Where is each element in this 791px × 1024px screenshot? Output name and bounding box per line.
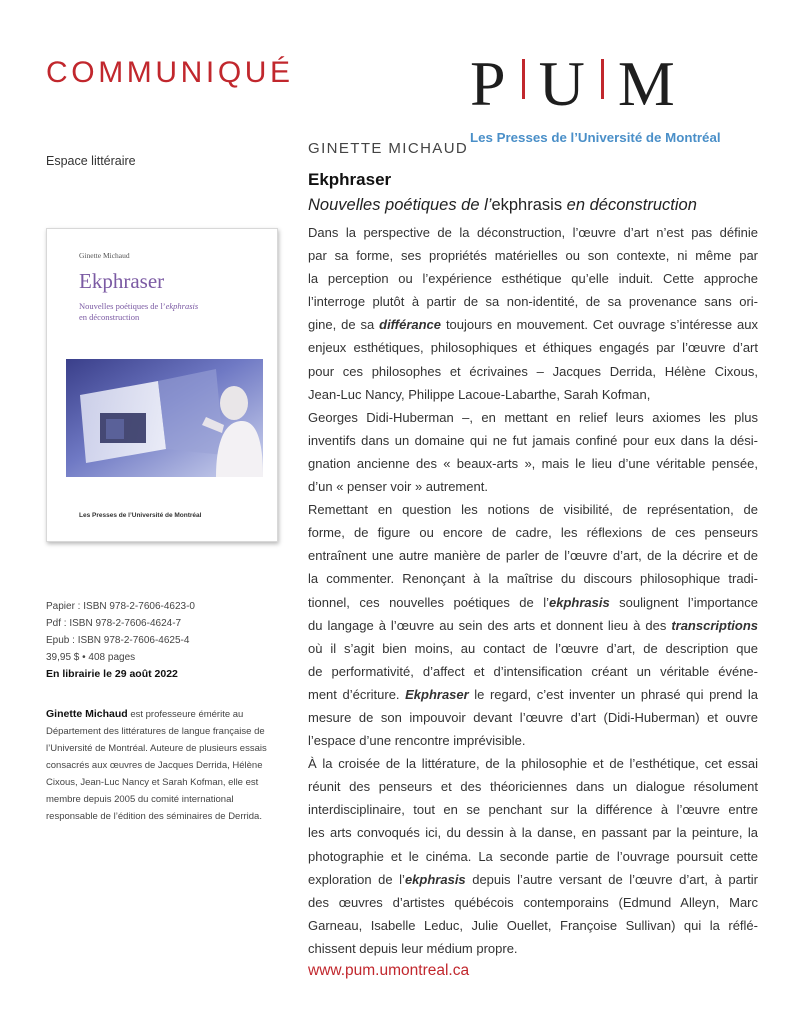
isbn-paper: Papier : ISBN 978-2-7606-4623-0 [46, 601, 195, 612]
body-line: par sa forme, ses propriétés matérielles ou son contexte, ni même par [308, 248, 758, 264]
body-line: d’un « penser voir » autrement. [308, 479, 488, 495]
cover-subtitle: Nouvelles poétiques de l’ekphrasis en déconstruction [79, 301, 199, 322]
body-line: Georges Didi-Huberman –, en mettant en relief leurs axiomes les plus [308, 409, 758, 425]
book-author: GINETTE MICHAUD [308, 140, 469, 157]
body-line: chissent depuis leur médium propre. [308, 940, 518, 956]
body-line: gnation ancienne des « beaux-arts », mais le lieu d’une véritable pensée, [308, 455, 758, 471]
body-line: photographie et le cinéma. La seconde partie de l’ouvrage poursuit cette [308, 848, 758, 864]
body-line: pour ces philosophes et écrivaines – Jacques Derrida, Hélène Cixous, [308, 363, 758, 379]
cover-photo [66, 359, 263, 477]
website-link[interactable]: www.pum.umontreal.ca [308, 962, 470, 979]
price-pages: 39,95 $ • 408 pages [46, 652, 136, 663]
body-line: des œuvres d’artistes québécois contemporains (Edmund Alleyn, Marc [308, 894, 758, 910]
body-line: tionnel, ces nouvelles poétiques de l’ekphrasis soulignent l’importance [308, 594, 758, 610]
isbn-epub: Epub : ISBN 978-2-7606-4625-4 [46, 635, 190, 646]
author-bio [46, 706, 286, 825]
body-line: Garneau, Isabelle Leduc, Julie Ouellet, Françoise Sullivan) qui la réflé- [308, 917, 758, 933]
book-title: Ekphraser [308, 170, 392, 189]
body-line: exploration de l’ekphrasis depuis l’autre versant de l’œuvre d’art, à partir [308, 871, 758, 887]
body-line: ment d’écriture. Ekphraser le regard, c’est inventer un phrasé qui prend la [308, 686, 758, 702]
press-release-body [308, 221, 758, 960]
body-line: entraînent une autre manière de parler de l’œuvre d’art, de la décrire et de [308, 548, 758, 564]
body-line: la perception ou l’expérience esthétique qu’elle induit. Cette approche [308, 271, 758, 287]
bio-text: est professeure émérite au Département des littératures de langue française de l’Université de Montréal. Auteure de plusieurs essais consacrés aux œuvres de Jacques Derrida, Hélène Cixous, Jean-Luc Nancy et Sarah Kofman, elle est membre depuis 2005 du comité international responsable de l’édition des séminaires de Derrida. [46, 709, 267, 822]
body-line: l’interroge plutôt à partir de sa non-identité, de sa provenance sans ori- [308, 294, 758, 310]
body-line: où il s’agit bien moins, au contact de l’œuvre d’art, de description que [308, 640, 758, 656]
availability-date: En librairie le 29 août 2022 [46, 668, 178, 680]
cover-publisher: Les Presses de l’Université de Montréal [79, 512, 202, 519]
body-line: À la croisée de la littérature, de la philosophie et de l’esthétique, cet essai [308, 756, 758, 772]
publisher-logo [470, 48, 738, 145]
logo-wordmark: P U M [470, 48, 677, 119]
body-line: la commenter. Renonçant à la maîtrise du discours philosophique tradi- [308, 571, 758, 587]
body-line: réunit des penseurs et des théoriciennes dans un dialogue résolument [308, 779, 758, 795]
body-line: interdisciplinaire, tout en se penchant sur la différence à l’œuvre entre [308, 802, 758, 818]
cover-title: Ekphraser [79, 269, 165, 293]
body-line: mesure de son impouvoir devant l’œuvre d’art (Didi-Huberman) et ouvre [308, 709, 758, 725]
cover-author: Ginette Michaud [79, 251, 130, 260]
page-title: COMMUNIQUÉ [46, 56, 294, 89]
body-line: de performativité, d’affect et d’intensification créant un véritable événe- [308, 663, 758, 679]
body-line: les arts convoqués ici, du dessin à la danse, en passant par la peinture, la [308, 825, 758, 841]
body-line: du langage à l’œuvre au sein des arts et donnent lieu à des transcriptions [308, 617, 758, 633]
body-line: Dans la perspective de la déconstruction, l’œuvre d’art n’est pas définie [308, 225, 758, 240]
isbn-block [46, 598, 195, 683]
body-line: gine, de sa différance toujours en mouvement. Cet ouvrage s’intéresse aux [308, 317, 758, 333]
isbn-pdf: Pdf : ISBN 978-2-7606-4624-7 [46, 618, 182, 629]
body-line: forme, de figure ou encore de cadre, les réflexions de ces penseurs [308, 525, 758, 541]
logo-publisher-name: Les Presses de l’Université de Montréal [470, 130, 721, 145]
body-line: Remettant en question les notions de visibilité, de représentation, de [308, 502, 758, 518]
book-subtitle: Nouvelles poétiques de l’ekphrasis en déconstruction [308, 196, 697, 214]
collection-label: Espace littéraire [46, 154, 136, 168]
body-line: enjeux esthétiques, philosophiques et éthiques engagés par l’œuvre d’art [308, 340, 758, 356]
body-line: Jean-Luc Nancy, Philippe Lacoue-Labarthe, Sarah Kofman, [308, 386, 651, 402]
bio-name: Ginette Michaud [46, 708, 128, 720]
body-line: inventifs dans un domaine qui ne fut jamais confiné pour eux dans la dési- [308, 432, 758, 448]
body-line: l’espace d’une rencontre imprévisible. [308, 733, 526, 749]
book-cover [46, 228, 278, 542]
